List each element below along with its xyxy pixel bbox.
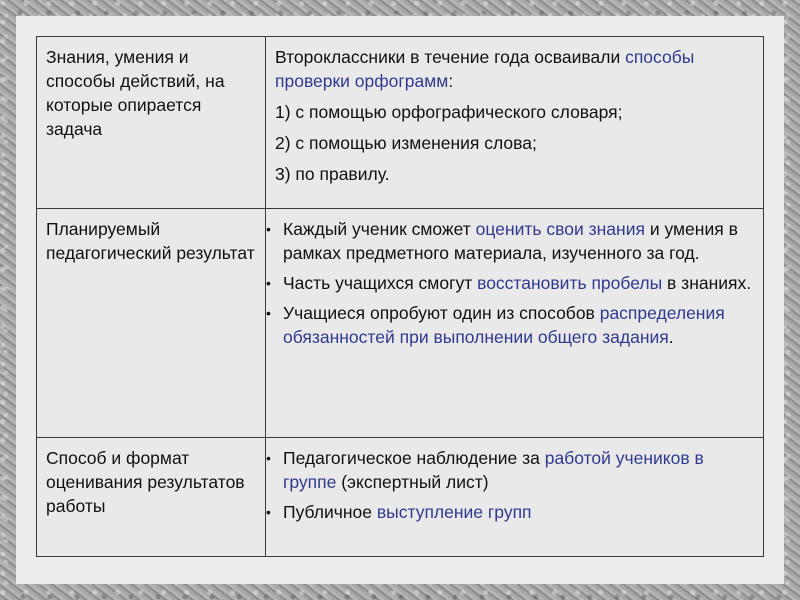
text-span: . [668,327,674,347]
text-span: Публичное [283,502,377,522]
table-row [37,37,764,209]
list-item: 1) с помощью орфографического словаря; [275,102,623,122]
highlighted-text: работой учеников в группе [283,448,704,492]
text-span: Второклассники в течение года осваивали [275,47,626,67]
row-label: Планируемый педагогический результат [37,209,266,438]
highlighted-text: восстановить пробелы [477,273,663,293]
bullet-dot-icon: • [266,221,271,237]
row-content [266,209,764,438]
text-span: (экспертный лист) [336,472,489,492]
bullet-dot-icon: • [266,305,271,321]
row-label: Знания, умения и способы действий, на которые опирается задача [37,37,266,209]
text-span: Часть учащихся смогут [283,273,478,293]
list-item: 3) по правилу. [275,164,390,184]
slide [16,16,784,584]
bullet-dot-icon: • [266,450,271,466]
table-row [37,209,764,438]
bullet-item [266,271,753,295]
text-span: и умения в рамках предметного материала, изученного за год. [283,219,738,263]
list-item: 2) с помощью изменения слова; [275,133,537,153]
highlighted-text: оценить свои знания [475,219,645,239]
bullet-item [266,301,753,349]
text-span: : [448,71,454,91]
text-span: Учащиеся опробуют один из способов [283,303,600,323]
bullet-item [266,500,753,524]
row-content [266,37,764,209]
text-span: Педагогическое наблюдение за [283,448,545,468]
info-table [36,36,764,557]
highlighted-text: распределения обязанностей при выполнении общего задания [283,303,725,347]
bullet-item [266,217,753,265]
highlighted-text: способы проверки орфограмм [275,47,695,91]
highlighted-text: выступление групп [376,502,532,522]
bullet-dot-icon: • [266,275,271,291]
intro-text [275,45,753,93]
text-span: Каждый ученик сможет [283,219,476,239]
bullet-dot-icon: • [266,504,271,520]
bullet-item [266,446,753,494]
row-content [266,438,764,557]
row-label: Способ и формат оценивания результатов работы [37,438,266,557]
table-row [37,438,764,557]
text-span: в знаниях. [662,273,752,293]
